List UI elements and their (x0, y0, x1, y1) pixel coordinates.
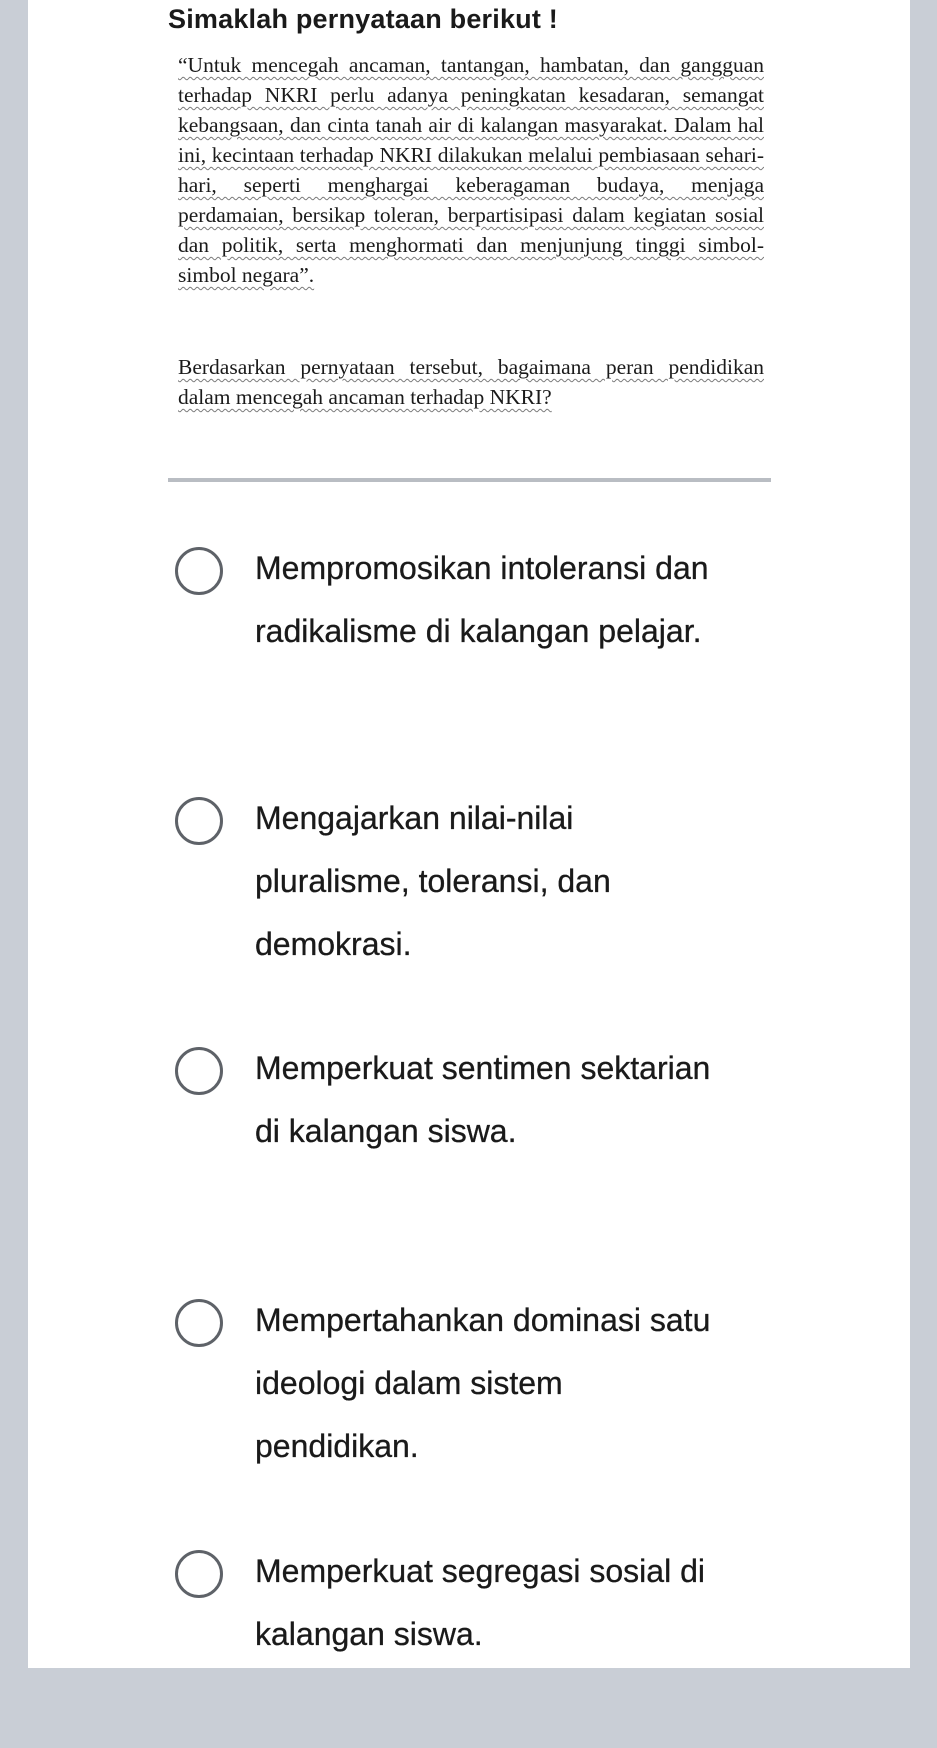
radio-circle-icon[interactable] (175, 547, 223, 595)
answer-option-1[interactable] (175, 545, 755, 745)
answer-option-3[interactable] (175, 1045, 755, 1245)
answer-option-4[interactable] (175, 1297, 755, 1497)
left-white-strip (28, 0, 140, 1668)
option-label[interactable]: Mengajarkan nilai-nilai pluralisme, toleransi, dan demokrasi. (255, 800, 611, 962)
radio-circle-icon[interactable] (175, 1550, 223, 1598)
radio-circle-icon[interactable] (175, 797, 223, 845)
radio-circle-icon[interactable] (175, 1047, 223, 1095)
question-card (140, 0, 822, 1668)
question-title: Simaklah pernyataan berikut ! (168, 4, 558, 34)
answer-option-5[interactable] (175, 1548, 755, 1748)
statement-text: “Untuk mencegah ancaman, tantangan, hambatan, dan gangguan terhadap NKRI perlu adanya peningkatan kesadaran, semangat kebangsaan, dan cinta tanah air di kalangan masyarakat. Dalam hal ini, kecintaan terhadap NKRI dilakukan melalui pembiasaan sehari-hari, seperti menghargai keberagaman budaya, menjaga perdamaian, bersikap toleran, berpartisipasi dalam kegiatan sosial dan politik, serta menghormati dan menjunjung tinggi simbol-simbol negara”. (178, 53, 764, 287)
option-label[interactable]: Memperkuat segregasi sosial di kalangan siswa. (255, 1553, 705, 1652)
option-label[interactable]: Memperkuat sentimen sektarian di kalangan siswa. (255, 1050, 711, 1149)
question-text: Berdasarkan pernyataan tersebut, bagaimana peran pendidikan dalam mencegah ancaman terhadap NKRI? (178, 355, 764, 409)
left-background (0, 0, 140, 1668)
option-label[interactable]: Mempromosikan intoleransi dan radikalisme di kalangan pelajar. (255, 550, 709, 649)
right-white-strip (822, 0, 910, 1668)
option-label[interactable]: Mempertahankan dominasi satu ideologi dalam sistem pendidikan. (255, 1302, 711, 1464)
radio-circle-icon[interactable] (175, 1299, 223, 1347)
right-background (822, 0, 937, 1668)
answer-option-2[interactable] (175, 795, 755, 995)
divider (168, 478, 771, 482)
